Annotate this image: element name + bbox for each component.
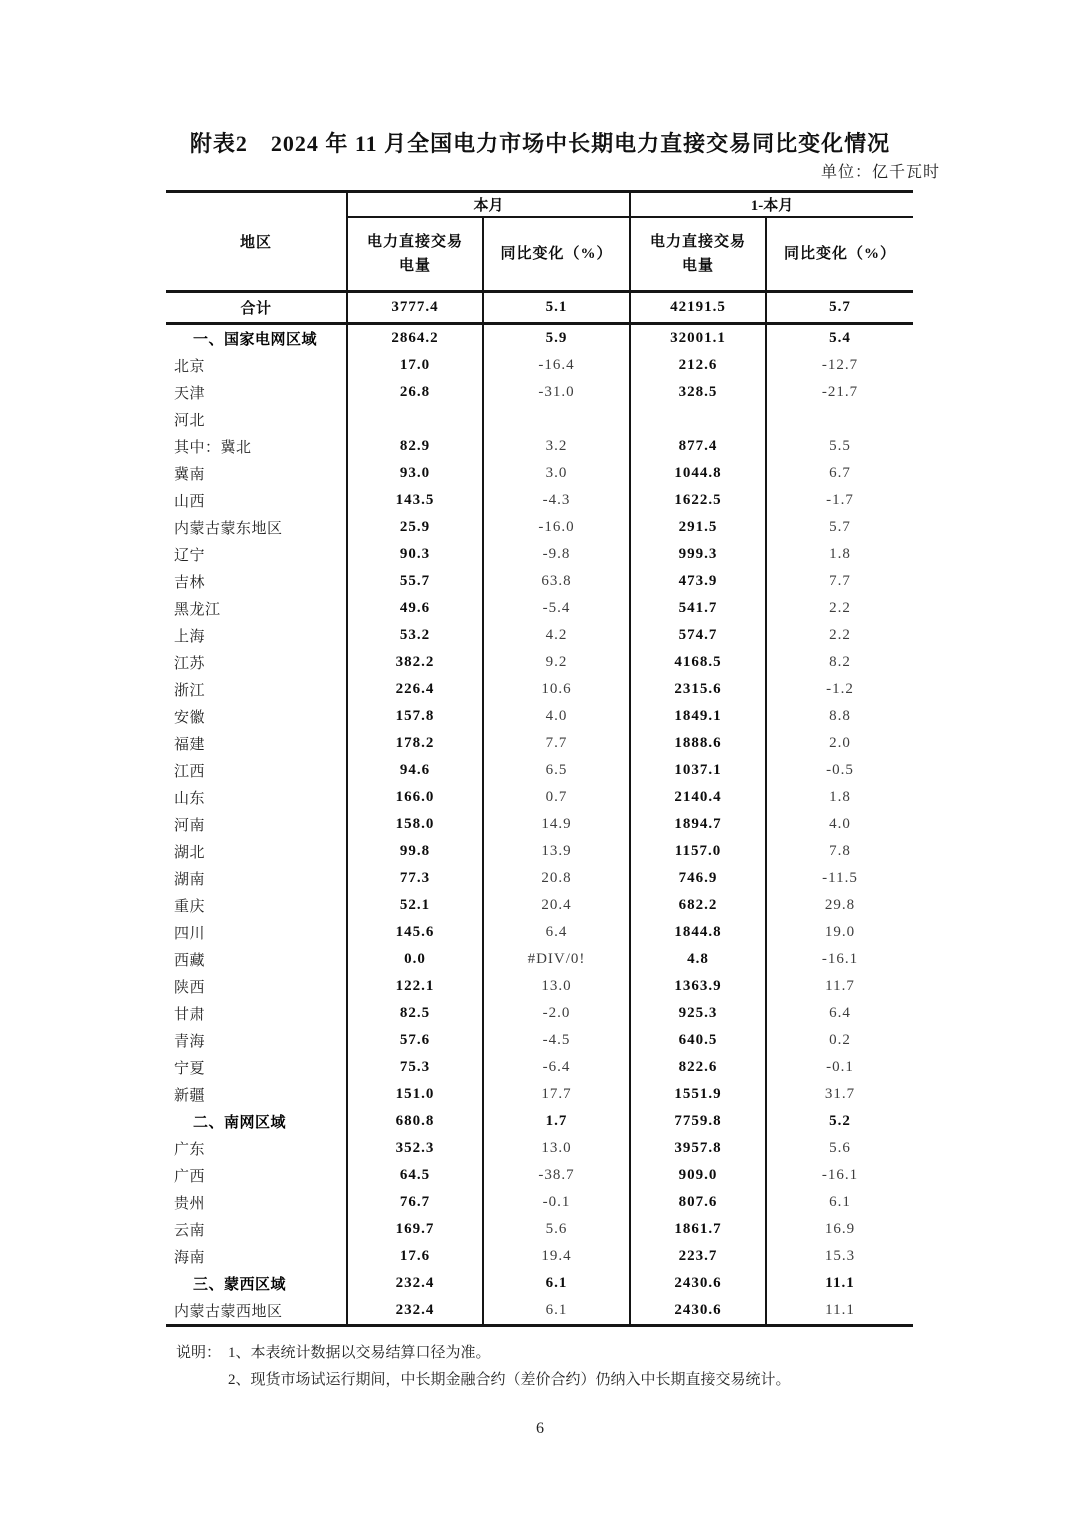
volume-cell: 746.9 bbox=[630, 865, 766, 892]
yoy-change-cell: 6.7 bbox=[766, 460, 913, 487]
header-current-month: 本月 bbox=[347, 192, 630, 218]
yoy-change-cell: -9.8 bbox=[483, 541, 630, 568]
notes-label: 说明： bbox=[176, 1345, 222, 1361]
volume-cell: 3957.8 bbox=[630, 1135, 766, 1162]
region-cell: 贵州 bbox=[174, 1196, 206, 1212]
volume-cell: 49.6 bbox=[347, 595, 483, 622]
yoy-change-cell: -16.1 bbox=[766, 946, 913, 973]
volume-cell: 157.8 bbox=[347, 703, 483, 730]
yoy-change-cell: 20.8 bbox=[483, 865, 630, 892]
volume-cell: 2140.4 bbox=[630, 784, 766, 811]
yoy-change-cell: -16.0 bbox=[483, 514, 630, 541]
table-row bbox=[166, 1054, 913, 1081]
yoy-change-cell: -1.2 bbox=[766, 676, 913, 703]
region-cell: 三、蒙西区域 bbox=[193, 1277, 287, 1293]
region-cell: 二、南网区域 bbox=[193, 1115, 287, 1131]
table-row bbox=[166, 946, 913, 973]
volume-cell: 64.5 bbox=[347, 1162, 483, 1189]
volume-cell: 4.8 bbox=[630, 946, 766, 973]
yoy-change-cell: -6.4 bbox=[483, 1054, 630, 1081]
table-row bbox=[166, 541, 913, 568]
yoy-change-cell: 20.4 bbox=[483, 892, 630, 919]
yoy-change-cell: -4.3 bbox=[483, 487, 630, 514]
yoy-change-cell: 6.4 bbox=[483, 919, 630, 946]
volume-cell: 151.0 bbox=[347, 1081, 483, 1108]
page-number: 6 bbox=[536, 1420, 544, 1437]
volume-cell: 17.6 bbox=[347, 1243, 483, 1270]
volume-cell: 382.2 bbox=[347, 649, 483, 676]
yoy-change-cell: 19.0 bbox=[766, 919, 913, 946]
table-row bbox=[166, 292, 913, 324]
yoy-change-cell: 11.7 bbox=[766, 973, 913, 1000]
yoy-change-cell: 0.2 bbox=[766, 1027, 913, 1054]
yoy-change-cell: 6.1 bbox=[483, 1270, 630, 1297]
table-row bbox=[166, 487, 913, 514]
volume-cell: 291.5 bbox=[630, 514, 766, 541]
yoy-change-cell: -4.5 bbox=[483, 1027, 630, 1054]
volume-cell: 3777.4 bbox=[347, 292, 483, 324]
volume-cell: 680.8 bbox=[347, 1108, 483, 1135]
yoy-change-cell bbox=[766, 406, 913, 433]
volume-cell: 75.3 bbox=[347, 1054, 483, 1081]
table-row bbox=[166, 865, 913, 892]
region-cell: 江西 bbox=[174, 764, 206, 780]
yoy-change-cell: 6.5 bbox=[483, 757, 630, 784]
volume-cell: 90.3 bbox=[347, 541, 483, 568]
region-cell: 上海 bbox=[174, 629, 206, 645]
table-row bbox=[166, 1162, 913, 1189]
yoy-change-cell: 10.6 bbox=[483, 676, 630, 703]
volume-cell: 473.9 bbox=[630, 568, 766, 595]
volume-cell: 1844.8 bbox=[630, 919, 766, 946]
yoy-change-cell: -31.0 bbox=[483, 379, 630, 406]
header-region: 地区 bbox=[166, 192, 347, 292]
region-cell: 重庆 bbox=[174, 899, 206, 915]
volume-cell: 807.6 bbox=[630, 1189, 766, 1216]
volume-cell: 328.5 bbox=[630, 379, 766, 406]
volume-cell bbox=[347, 406, 483, 433]
region-cell: 其中：冀北 bbox=[174, 440, 252, 456]
yoy-change-cell: 5.6 bbox=[766, 1135, 913, 1162]
volume-cell: 32001.1 bbox=[630, 324, 766, 353]
yoy-change-cell: 5.5 bbox=[766, 433, 913, 460]
header-yoy-change-month: 同比变化（%） bbox=[483, 217, 630, 292]
yoy-change-cell: -0.1 bbox=[766, 1054, 913, 1081]
region-cell: 福建 bbox=[174, 737, 206, 753]
region-cell: 山西 bbox=[174, 494, 206, 510]
yoy-change-cell: -16.4 bbox=[483, 352, 630, 379]
region-cell: 合计 bbox=[166, 292, 347, 324]
yoy-change-cell: 4.0 bbox=[766, 811, 913, 838]
yoy-change-cell: 17.7 bbox=[483, 1081, 630, 1108]
table-row bbox=[166, 514, 913, 541]
region-cell: 北京 bbox=[174, 359, 206, 375]
volume-cell: 17.0 bbox=[347, 352, 483, 379]
volume-cell: 223.7 bbox=[630, 1243, 766, 1270]
volume-cell: 42191.5 bbox=[630, 292, 766, 324]
note-1-text: 1、本表统计数据以交易结算口径为准。 bbox=[228, 1345, 491, 1361]
volume-cell: 1363.9 bbox=[630, 973, 766, 1000]
yoy-change-cell: 3.0 bbox=[483, 460, 630, 487]
volume-cell: 145.6 bbox=[347, 919, 483, 946]
table-row bbox=[166, 1189, 913, 1216]
table-row bbox=[166, 1243, 913, 1270]
table-row bbox=[166, 595, 913, 622]
yoy-change-cell: 13.9 bbox=[483, 838, 630, 865]
table-row bbox=[166, 352, 913, 379]
volume-cell: 352.3 bbox=[347, 1135, 483, 1162]
table-row bbox=[166, 1297, 913, 1326]
volume-cell: 143.5 bbox=[347, 487, 483, 514]
volume-cell: 178.2 bbox=[347, 730, 483, 757]
yoy-change-cell: 29.8 bbox=[766, 892, 913, 919]
volume-cell: 2315.6 bbox=[630, 676, 766, 703]
table-row bbox=[166, 892, 913, 919]
yoy-change-cell bbox=[483, 406, 630, 433]
table-row bbox=[166, 1000, 913, 1027]
region-cell: 陕西 bbox=[174, 980, 206, 996]
yoy-change-cell: 1.8 bbox=[766, 541, 913, 568]
volume-cell: 1551.9 bbox=[630, 1081, 766, 1108]
yoy-change-cell: #DIV/0! bbox=[483, 946, 630, 973]
volume-cell: 232.4 bbox=[347, 1270, 483, 1297]
volume-cell: 2430.6 bbox=[630, 1270, 766, 1297]
region-cell: 内蒙古蒙西地区 bbox=[174, 1304, 283, 1320]
table-row bbox=[166, 324, 913, 353]
yoy-change-cell: 5.9 bbox=[483, 324, 630, 353]
yoy-change-cell: 2.0 bbox=[766, 730, 913, 757]
region-cell: 安徽 bbox=[174, 710, 206, 726]
volume-cell: 1622.5 bbox=[630, 487, 766, 514]
yoy-change-cell: 3.2 bbox=[483, 433, 630, 460]
yoy-change-cell: 4.0 bbox=[483, 703, 630, 730]
volume-cell: 76.7 bbox=[347, 1189, 483, 1216]
unit-label: 单位：亿千瓦时 bbox=[820, 164, 940, 181]
yoy-change-cell: -38.7 bbox=[483, 1162, 630, 1189]
yoy-change-cell: 7.7 bbox=[483, 730, 630, 757]
header-trade-volume-month: 电力直接交易电量 bbox=[347, 217, 483, 292]
table-row bbox=[166, 379, 913, 406]
yoy-change-cell: 4.2 bbox=[483, 622, 630, 649]
table-row bbox=[166, 703, 913, 730]
volume-cell: 226.4 bbox=[347, 676, 483, 703]
table-row bbox=[166, 460, 913, 487]
power-trading-table bbox=[166, 190, 913, 1327]
yoy-change-cell: 1.8 bbox=[766, 784, 913, 811]
table-row bbox=[166, 973, 913, 1000]
notes bbox=[176, 1340, 1080, 1394]
region-cell: 冀南 bbox=[174, 467, 206, 483]
volume-cell: 925.3 bbox=[630, 1000, 766, 1027]
volume-cell: 1861.7 bbox=[630, 1216, 766, 1243]
region-cell: 一、国家电网区域 bbox=[193, 332, 318, 348]
yoy-change-cell: 5.4 bbox=[766, 324, 913, 353]
yoy-change-cell: 6.4 bbox=[766, 1000, 913, 1027]
table-row bbox=[166, 1135, 913, 1162]
table-row bbox=[166, 622, 913, 649]
yoy-change-cell: 14.9 bbox=[483, 811, 630, 838]
volume-cell: 1849.1 bbox=[630, 703, 766, 730]
table-row bbox=[166, 568, 913, 595]
volume-cell bbox=[630, 406, 766, 433]
table-row bbox=[166, 1081, 913, 1108]
header-trade-volume-ytd: 电力直接交易电量 bbox=[630, 217, 766, 292]
table-row bbox=[166, 406, 913, 433]
volume-cell: 909.0 bbox=[630, 1162, 766, 1189]
region-cell: 西藏 bbox=[174, 953, 206, 969]
yoy-change-cell: -16.1 bbox=[766, 1162, 913, 1189]
table-row bbox=[166, 919, 913, 946]
yoy-change-cell: 13.0 bbox=[483, 1135, 630, 1162]
region-cell: 甘肃 bbox=[174, 1007, 206, 1023]
volume-cell: 1044.8 bbox=[630, 460, 766, 487]
yoy-change-cell: 5.6 bbox=[483, 1216, 630, 1243]
table-row bbox=[166, 433, 913, 460]
volume-cell: 122.1 bbox=[347, 973, 483, 1000]
region-cell: 辽宁 bbox=[174, 548, 206, 564]
region-cell: 江苏 bbox=[174, 656, 206, 672]
volume-cell: 999.3 bbox=[630, 541, 766, 568]
yoy-change-cell: 5.2 bbox=[766, 1108, 913, 1135]
yoy-change-cell: 5.7 bbox=[766, 292, 913, 324]
volume-cell: 26.8 bbox=[347, 379, 483, 406]
volume-cell: 2864.2 bbox=[347, 324, 483, 353]
volume-cell: 212.6 bbox=[630, 352, 766, 379]
table-row bbox=[166, 1216, 913, 1243]
yoy-change-cell: 7.8 bbox=[766, 838, 913, 865]
yoy-change-cell: 63.8 bbox=[483, 568, 630, 595]
volume-cell: 682.2 bbox=[630, 892, 766, 919]
yoy-change-cell: 5.7 bbox=[766, 514, 913, 541]
region-cell: 湖南 bbox=[174, 872, 206, 888]
yoy-change-cell: -21.7 bbox=[766, 379, 913, 406]
region-cell: 浙江 bbox=[174, 683, 206, 699]
volume-cell: 574.7 bbox=[630, 622, 766, 649]
yoy-change-cell: -1.7 bbox=[766, 487, 913, 514]
volume-cell: 232.4 bbox=[347, 1297, 483, 1326]
region-cell: 海南 bbox=[174, 1250, 206, 1266]
volume-cell: 0.0 bbox=[347, 946, 483, 973]
yoy-change-cell: 16.9 bbox=[766, 1216, 913, 1243]
yoy-change-cell: 13.0 bbox=[483, 973, 630, 1000]
volume-cell: 99.8 bbox=[347, 838, 483, 865]
table-row bbox=[166, 1108, 913, 1135]
region-cell: 云南 bbox=[174, 1223, 206, 1239]
region-cell: 黑龙江 bbox=[174, 602, 221, 618]
volume-cell: 53.2 bbox=[347, 622, 483, 649]
yoy-change-cell: 9.2 bbox=[483, 649, 630, 676]
region-cell: 新疆 bbox=[174, 1088, 206, 1104]
table-row bbox=[166, 811, 913, 838]
volume-cell: 2430.6 bbox=[630, 1297, 766, 1326]
yoy-change-cell: -11.5 bbox=[766, 865, 913, 892]
volume-cell: 640.5 bbox=[630, 1027, 766, 1054]
header-jan-to-month: 1-本月 bbox=[630, 192, 913, 218]
table-header-group-row bbox=[166, 192, 913, 218]
yoy-change-cell: 19.4 bbox=[483, 1243, 630, 1270]
volume-cell: 1888.6 bbox=[630, 730, 766, 757]
region-cell: 天津 bbox=[174, 386, 206, 402]
volume-cell: 82.5 bbox=[347, 1000, 483, 1027]
yoy-change-cell: 11.1 bbox=[766, 1297, 913, 1326]
note-2-text: 2、现货市场试运行期间，中长期金融合约（差价合约）仍纳入中长期直接交易统计。 bbox=[228, 1372, 791, 1388]
table-row bbox=[166, 757, 913, 784]
yoy-change-cell: 6.1 bbox=[483, 1297, 630, 1326]
region-cell: 吉林 bbox=[174, 575, 206, 591]
region-cell: 河南 bbox=[174, 818, 206, 834]
yoy-change-cell: -0.5 bbox=[766, 757, 913, 784]
yoy-change-cell: 31.7 bbox=[766, 1081, 913, 1108]
region-cell: 广西 bbox=[174, 1169, 206, 1185]
volume-cell: 1037.1 bbox=[630, 757, 766, 784]
volume-cell: 158.0 bbox=[347, 811, 483, 838]
region-cell: 宁夏 bbox=[174, 1061, 206, 1077]
region-cell: 内蒙古蒙东地区 bbox=[174, 521, 283, 537]
header-yoy-change-ytd: 同比变化（%） bbox=[766, 217, 913, 292]
volume-cell: 1894.7 bbox=[630, 811, 766, 838]
yoy-change-cell: 8.2 bbox=[766, 649, 913, 676]
table-row bbox=[166, 1027, 913, 1054]
volume-cell: 1157.0 bbox=[630, 838, 766, 865]
volume-cell: 4168.5 bbox=[630, 649, 766, 676]
volume-cell: 94.6 bbox=[347, 757, 483, 784]
yoy-change-cell: 2.2 bbox=[766, 595, 913, 622]
yoy-change-cell: 1.7 bbox=[483, 1108, 630, 1135]
table-row bbox=[166, 676, 913, 703]
volume-cell: 822.6 bbox=[630, 1054, 766, 1081]
volume-cell: 7759.8 bbox=[630, 1108, 766, 1135]
yoy-change-cell: -12.7 bbox=[766, 352, 913, 379]
yoy-change-cell: -2.0 bbox=[483, 1000, 630, 1027]
volume-cell: 169.7 bbox=[347, 1216, 483, 1243]
note-line-2 bbox=[176, 1367, 1080, 1394]
table-row bbox=[166, 730, 913, 757]
region-cell: 山东 bbox=[174, 791, 206, 807]
yoy-change-cell: 8.8 bbox=[766, 703, 913, 730]
region-cell: 四川 bbox=[174, 926, 206, 942]
yoy-change-cell: 7.7 bbox=[766, 568, 913, 595]
region-cell: 湖北 bbox=[174, 845, 206, 861]
volume-cell: 77.3 bbox=[347, 865, 483, 892]
volume-cell: 25.9 bbox=[347, 514, 483, 541]
volume-cell: 55.7 bbox=[347, 568, 483, 595]
table-row bbox=[166, 649, 913, 676]
table-row bbox=[166, 1270, 913, 1297]
region-cell: 广东 bbox=[174, 1142, 206, 1158]
volume-cell: 82.9 bbox=[347, 433, 483, 460]
region-cell: 河北 bbox=[174, 413, 206, 429]
volume-cell: 52.1 bbox=[347, 892, 483, 919]
yoy-change-cell: 15.3 bbox=[766, 1243, 913, 1270]
yoy-change-cell: 2.2 bbox=[766, 622, 913, 649]
table-row bbox=[166, 784, 913, 811]
table-row bbox=[166, 838, 913, 865]
volume-cell: 541.7 bbox=[630, 595, 766, 622]
yoy-change-cell: 5.1 bbox=[483, 292, 630, 324]
yoy-change-cell: -5.4 bbox=[483, 595, 630, 622]
volume-cell: 877.4 bbox=[630, 433, 766, 460]
yoy-change-cell: 6.1 bbox=[766, 1189, 913, 1216]
region-cell: 青海 bbox=[174, 1034, 206, 1050]
volume-cell: 57.6 bbox=[347, 1027, 483, 1054]
volume-cell: 93.0 bbox=[347, 460, 483, 487]
note-line-1 bbox=[176, 1340, 1080, 1367]
page-title: 附表2 2024 年 11 月全国电力市场中长期电力直接交易同比变化情况 bbox=[189, 131, 891, 156]
yoy-change-cell: 11.1 bbox=[766, 1270, 913, 1297]
volume-cell: 166.0 bbox=[347, 784, 483, 811]
yoy-change-cell: -0.1 bbox=[483, 1189, 630, 1216]
yoy-change-cell: 0.7 bbox=[483, 784, 630, 811]
